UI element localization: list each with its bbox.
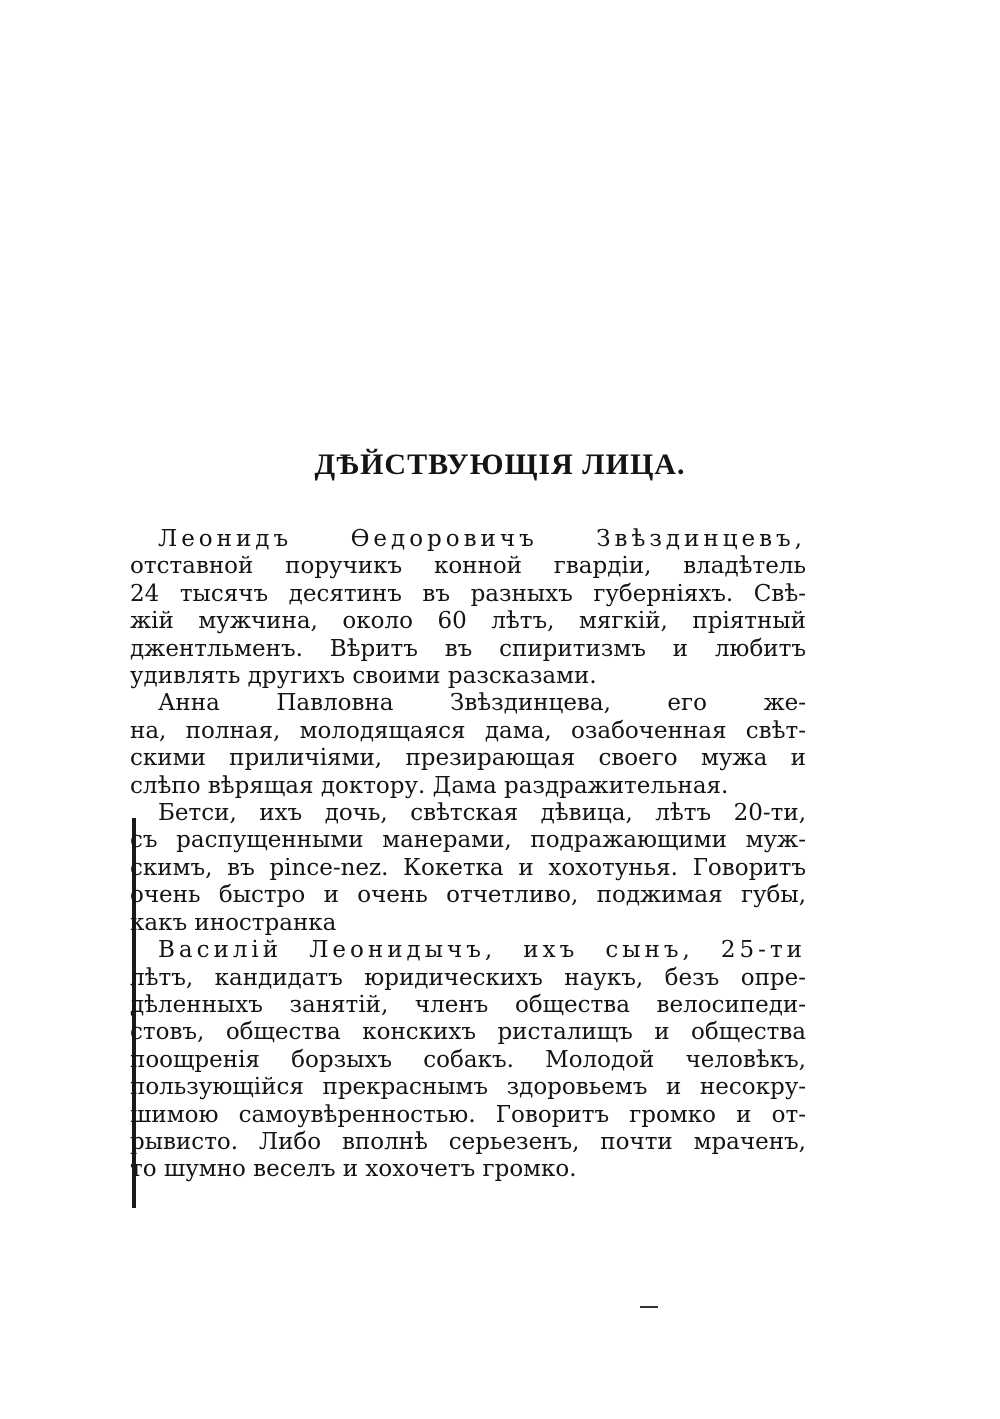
- character-list: [130, 526, 806, 1184]
- character-line: Бетси, ихъ дочь, свѣтская дѣвица, лѣтъ 20-ти,: [158, 800, 806, 827]
- page-heading: ДѢЙСТВУЮЩІЯ ЛИЦА.: [314, 448, 686, 481]
- character-line: отставной поручикъ конной гвардіи, владѣтель: [130, 553, 806, 580]
- character-line: дѣленныхъ занятій, членъ общества велосипеди-: [130, 991, 806, 1018]
- character-line: 24 тысячъ десятинъ въ разныхъ губерніяхъ. Свѣ-: [130, 580, 806, 607]
- character-line: слѣпо вѣрящая доктору. Дама раздражительная.: [130, 772, 729, 799]
- character-line: шимою самоувѣренностью. Говоритъ громко и от-: [130, 1101, 806, 1128]
- character-line: поощренія борзыхъ собакъ. Молодой человѣкъ,: [130, 1046, 806, 1073]
- character-line: то шумно веселъ и хохочетъ громко.: [130, 1156, 577, 1183]
- character-line: очень быстро и очень отчетливо, поджимая губы,: [130, 882, 806, 909]
- character-entry-zvezdintsev: [130, 526, 806, 690]
- character-line: лѣтъ, кандидатъ юридическихъ наукъ, безъ опре-: [130, 964, 806, 991]
- character-line: Василій Леонидычъ, ихъ сынъ, 25-ти: [158, 937, 806, 964]
- character-line: скимъ, въ pince-nez. Кокетка и хохотунья. Говоритъ: [130, 854, 806, 881]
- character-line: какъ иностранка: [130, 909, 337, 936]
- character-line: стовъ, общества конскихъ ристалищъ и общества: [130, 1019, 806, 1046]
- character-entry-vasily: [130, 937, 806, 1184]
- character-entry-anna: [130, 690, 806, 800]
- character-line: на, полная, молодящаяся дама, озабоченная свѣт-: [130, 717, 806, 744]
- character-entry-betsy: [130, 800, 806, 937]
- page-mark: [640, 1306, 658, 1308]
- character-line: пользующійся прекраснымъ здоровьемъ и несокру-: [130, 1074, 806, 1101]
- character-line: Анна Павловна Звѣздинцева, его же-: [158, 690, 806, 717]
- character-line: Леонидъ Өедоровичъ Звѣздинцевъ,: [158, 526, 806, 552]
- character-line: скими приличіями, презирающая своего мужа и: [130, 745, 806, 772]
- character-line: удивлять другихъ своими разсказами.: [130, 663, 597, 690]
- character-line: джентльменъ. Вѣритъ въ спиритизмъ и любитъ: [130, 635, 806, 662]
- character-line: рывисто. Либо вполнѣ серьезенъ, почти мраченъ,: [130, 1128, 806, 1155]
- character-line: съ распущенными манерами, подражающими муж-: [130, 827, 806, 854]
- character-line: жій мужчина, около 60 лѣтъ, мягкій, пріятный: [130, 608, 806, 635]
